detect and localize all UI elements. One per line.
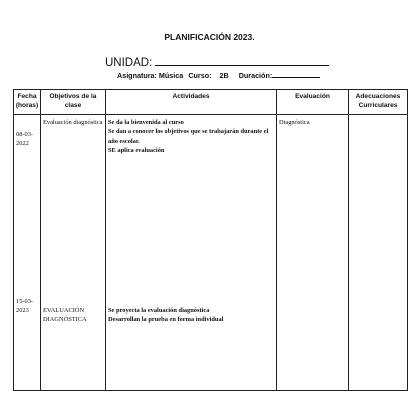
planning-table bbox=[13, 89, 408, 391]
actividades-list-1 bbox=[108, 118, 274, 155]
column-header-evaluacion: Evaluación bbox=[277, 90, 349, 115]
actividad-item: Desarrollan la prueba en forma individual bbox=[108, 316, 224, 324]
table-header-row bbox=[14, 90, 408, 115]
objetivo-2: EVALUACIÓN DIAGNÓSTICA bbox=[43, 307, 87, 324]
asignatura-label: Asignatura: Música bbox=[117, 71, 184, 80]
table-row bbox=[14, 115, 408, 391]
evaluacion-1: Diagnóstica bbox=[279, 119, 310, 126]
column-header-adecuaciones: Adecuaciones Curriculares bbox=[349, 90, 408, 115]
actividad-item: Se proyecta la evaluación diagnóstica bbox=[108, 307, 210, 314]
column-header-objetivos: Objetivos de la clase bbox=[41, 90, 106, 115]
actividades-cell bbox=[106, 115, 277, 391]
curso-value: 2B bbox=[219, 71, 229, 80]
fecha-cell bbox=[14, 115, 41, 391]
actividad-item: Se dan a conocer los objetivos que se trabajarán durante el año escolar. bbox=[108, 128, 269, 145]
curso-label: Curso: bbox=[188, 71, 212, 80]
duracion-label: Duración: bbox=[238, 71, 273, 80]
evaluacion-cell bbox=[277, 115, 349, 391]
adecuaciones-cell bbox=[349, 115, 408, 391]
column-header-fecha: Fecha (horas) bbox=[14, 90, 41, 115]
duracion-blank-line bbox=[272, 70, 320, 78]
objetivo-1: Evaluación diagnóstica bbox=[43, 119, 103, 126]
unidad-label: UNIDAD: bbox=[105, 57, 153, 69]
actividades-list-2 bbox=[108, 306, 274, 325]
objetivo-cell bbox=[41, 115, 106, 391]
actividad-item: Se da la bienvenida al curso bbox=[108, 119, 184, 126]
fecha-1: 08-03-2022 bbox=[16, 131, 34, 148]
unidad-blank-line bbox=[155, 55, 329, 66]
column-header-actividades: Actividades bbox=[106, 90, 277, 115]
page-title: PLANIFICACIÓN 2023. bbox=[164, 32, 255, 42]
meta-line bbox=[117, 70, 323, 80]
fecha-2: 15-03-2023 bbox=[16, 298, 34, 315]
unidad-field bbox=[105, 55, 329, 69]
actividad-item: SE aplica evaluación bbox=[108, 146, 165, 154]
